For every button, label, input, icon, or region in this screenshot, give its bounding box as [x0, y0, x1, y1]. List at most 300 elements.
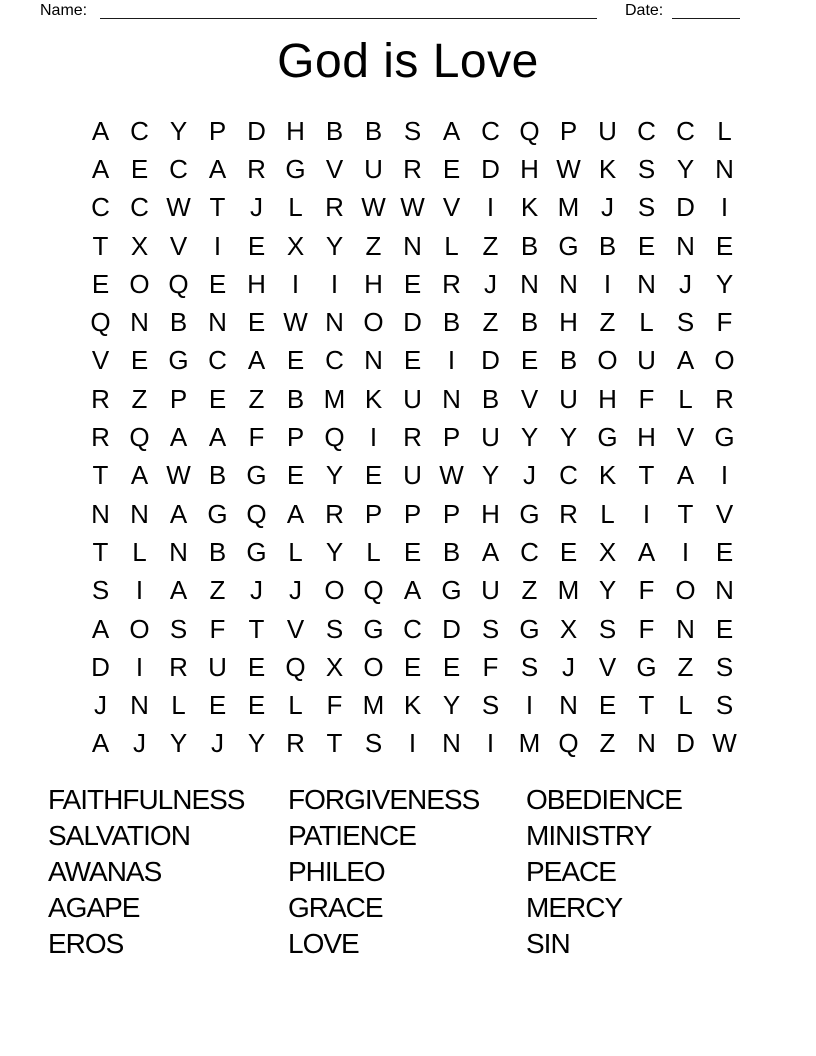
grid-letter-r1-c4: P	[208, 115, 227, 146]
grid-letter-r8-c8: K	[364, 383, 383, 414]
grid-letter-r6-c16: S	[676, 307, 695, 338]
grid-letter-r4-c14: B	[598, 230, 617, 261]
grid-letter-r3-c8: W	[361, 192, 386, 223]
grid-letter-r16-c9: K	[403, 690, 422, 721]
grid-letter-r14-c14: S	[598, 613, 617, 644]
grid-letter-r14-c8: G	[363, 613, 384, 644]
grid-letter-r8-c7: M	[323, 383, 346, 414]
grid-letter-r6-c9: D	[403, 307, 422, 338]
grid-letter-r12-c10: B	[442, 536, 461, 567]
grid-letter-r1-c1: A	[91, 115, 110, 146]
grid-letter-r16-c10: Y	[442, 690, 461, 721]
grid-letter-r13-c4: Z	[209, 575, 226, 606]
grid-letter-r2-c10: E	[442, 153, 461, 184]
grid-letter-r6-c7: N	[325, 307, 344, 338]
grid-letter-r7-c3: G	[168, 345, 189, 376]
grid-letter-r4-c12: B	[520, 230, 539, 261]
grid-letter-r12-c1: T	[92, 536, 109, 567]
grid-letter-r17-c14: Z	[599, 728, 616, 759]
grid-letter-r14-c16: N	[676, 613, 695, 644]
grid-letter-r14-c1: A	[91, 613, 110, 644]
grid-letter-r1-c2: C	[130, 115, 149, 146]
grid-letter-r12-c7: Y	[325, 536, 344, 567]
grid-letter-r12-c9: E	[403, 536, 422, 567]
word-list-item: GRACE	[288, 892, 383, 923]
grid-letter-r7-c1: V	[91, 345, 110, 376]
grid-letter-r10-c4: B	[208, 460, 227, 491]
word-list-item: SALVATION	[48, 820, 190, 851]
grid-letter-r6-c3: B	[169, 307, 188, 338]
grid-letter-r3-c5: J	[250, 192, 263, 223]
word-list-item: FAITHFULNESS	[48, 784, 245, 815]
grid-letter-r8-c10: N	[442, 383, 461, 414]
grid-letter-r15-c1: D	[91, 651, 110, 682]
grid-letter-r16-c13: N	[559, 690, 578, 721]
grid-letter-r7-c4: C	[208, 345, 227, 376]
grid-letter-r9-c8: I	[369, 422, 378, 453]
grid-letter-r13-c17: N	[715, 575, 734, 606]
grid-letter-r6-c10: B	[442, 307, 461, 338]
grid-letter-r11-c7: R	[325, 498, 344, 529]
grid-letter-r16-c14: E	[598, 690, 617, 721]
grid-letter-r10-c17: I	[720, 460, 729, 491]
grid-letter-r14-c2: O	[129, 613, 150, 644]
grid-letter-r6-c4: N	[208, 307, 227, 338]
word-list-item: FORGIVENESS	[288, 784, 480, 815]
grid-letter-r5-c16: J	[679, 268, 692, 299]
grid-letter-r6-c2: N	[130, 307, 149, 338]
grid-letter-r5-c12: N	[520, 268, 539, 299]
grid-letter-r9-c4: A	[208, 422, 227, 453]
grid-letter-r12-c8: L	[366, 536, 381, 567]
grid-letter-r12-c14: X	[598, 536, 617, 567]
grid-letter-r3-c12: K	[520, 192, 539, 223]
grid-letter-r9-c9: R	[403, 422, 422, 453]
grid-letter-r15-c12: S	[520, 651, 539, 682]
grid-letter-r8-c17: R	[715, 383, 734, 414]
grid-letter-r2-c12: H	[520, 153, 539, 184]
grid-letter-r15-c7: X	[325, 651, 344, 682]
grid-letter-r2-c9: R	[403, 153, 422, 184]
grid-letter-r17-c2: J	[133, 728, 146, 759]
grid-letter-r5-c5: H	[247, 268, 266, 299]
grid-letter-r17-c6: R	[286, 728, 305, 759]
grid-letter-r6-c13: H	[559, 307, 578, 338]
word-list-item: AWANAS	[48, 856, 162, 887]
grid-letter-r6-c11: Z	[482, 307, 499, 338]
grid-letter-r2-c15: S	[637, 153, 656, 184]
grid-letter-r16-c3: L	[171, 690, 186, 721]
grid-letter-r14-c3: S	[169, 613, 188, 644]
grid-letter-r11-c9: P	[403, 498, 422, 529]
grid-letter-r7-c7: C	[325, 345, 344, 376]
grid-letter-r14-c7: S	[325, 613, 344, 644]
grid-letter-r15-c9: E	[403, 651, 422, 682]
grid-letter-r4-c6: X	[286, 230, 305, 261]
grid-letter-r16-c2: N	[130, 690, 149, 721]
grid-letter-r17-c17: W	[712, 728, 737, 759]
grid-letter-r5-c17: Y	[715, 268, 734, 299]
grid-letter-r8-c12: V	[520, 383, 539, 414]
grid-letter-r2-c8: U	[364, 153, 383, 184]
grid-letter-r2-c5: R	[247, 153, 266, 184]
grid-letter-r12-c13: E	[559, 536, 578, 567]
grid-letter-r7-c9: E	[403, 345, 422, 376]
grid-letter-r12-c4: B	[208, 536, 227, 567]
grid-letter-r6-c6: W	[283, 307, 308, 338]
grid-letter-r17-c4: J	[211, 728, 224, 759]
grid-letter-r11-c5: Q	[246, 498, 267, 529]
grid-letter-r17-c5: Y	[247, 728, 266, 759]
grid-letter-r12-c12: C	[520, 536, 539, 567]
grid-letter-r9-c16: V	[676, 422, 695, 453]
grid-letter-r1-c12: Q	[519, 115, 540, 146]
grid-letter-r17-c12: M	[518, 728, 541, 759]
grid-letter-r14-c15: F	[638, 613, 655, 644]
grid-letter-r16-c7: F	[326, 690, 343, 721]
grid-letter-r9-c11: U	[481, 422, 500, 453]
grid-letter-r7-c2: E	[130, 345, 149, 376]
grid-letter-r4-c15: E	[637, 230, 656, 261]
grid-letter-r4-c1: T	[92, 230, 109, 261]
grid-letter-r11-c11: H	[481, 498, 500, 529]
grid-letter-r9-c5: F	[248, 422, 265, 453]
grid-letter-r7-c11: D	[481, 345, 500, 376]
grid-letter-r12-c17: E	[715, 536, 734, 567]
grid-letter-r14-c6: V	[286, 613, 305, 644]
grid-letter-r11-c4: G	[207, 498, 228, 529]
grid-letter-r8-c3: P	[169, 383, 188, 414]
grid-letter-r15-c10: E	[442, 651, 461, 682]
word-list-item: MINISTRY	[526, 820, 652, 851]
grid-letter-r11-c17: V	[715, 498, 734, 529]
grid-letter-r4-c7: Y	[325, 230, 344, 261]
grid-letter-r8-c15: F	[638, 383, 655, 414]
word-list-column-2	[288, 782, 479, 962]
grid-letter-r2-c16: Y	[676, 153, 695, 184]
grid-letter-r4-c4: I	[213, 230, 222, 261]
grid-letter-r6-c14: Z	[599, 307, 616, 338]
grid-letter-r10-c14: K	[598, 460, 617, 491]
grid-letter-r13-c3: A	[169, 575, 188, 606]
word-list-item: EROS	[48, 928, 124, 959]
grid-letter-r3-c4: T	[209, 192, 226, 223]
grid-letter-r5-c2: O	[129, 268, 150, 299]
grid-letter-r11-c8: P	[364, 498, 383, 529]
grid-letter-r9-c7: Q	[324, 422, 345, 453]
word-list-column-3	[526, 782, 682, 962]
grid-letter-r15-c11: F	[482, 651, 499, 682]
grid-letter-r12-c6: L	[288, 536, 303, 567]
grid-letter-r5-c13: N	[559, 268, 578, 299]
grid-letter-r10-c5: G	[246, 460, 267, 491]
grid-letter-r10-c8: E	[364, 460, 383, 491]
grid-letter-r9-c15: H	[637, 422, 656, 453]
word-list-item: AGAPE	[48, 892, 140, 923]
grid-letter-r14-c17: E	[715, 613, 734, 644]
word-list-item: OBEDIENCE	[526, 784, 682, 815]
grid-letter-r11-c10: P	[442, 498, 461, 529]
grid-letter-r11-c13: R	[559, 498, 578, 529]
grid-letter-r4-c3: V	[169, 230, 188, 261]
grid-letter-r12-c5: G	[246, 536, 267, 567]
grid-letter-r10-c7: Y	[325, 460, 344, 491]
word-list-column-1	[48, 782, 244, 962]
grid-letter-r1-c7: B	[325, 115, 344, 146]
grid-letter-r15-c17: S	[715, 651, 734, 682]
grid-letter-r10-c9: U	[403, 460, 422, 491]
grid-letter-r16-c6: L	[288, 690, 303, 721]
grid-letter-r9-c3: A	[169, 422, 188, 453]
grid-letter-r10-c16: A	[676, 460, 695, 491]
grid-letter-r13-c9: A	[403, 575, 422, 606]
grid-letter-r3-c15: S	[637, 192, 656, 223]
grid-letter-r14-c5: T	[248, 613, 265, 644]
grid-letter-r5-c7: I	[330, 268, 339, 299]
grid-letter-r13-c10: G	[441, 575, 462, 606]
word-list-item: PATIENCE	[288, 820, 416, 851]
grid-letter-r5-c3: Q	[168, 268, 189, 299]
grid-letter-r3-c13: M	[557, 192, 580, 223]
grid-letter-r16-c15: T	[638, 690, 655, 721]
grid-letter-r5-c9: E	[403, 268, 422, 299]
grid-letter-r7-c15: U	[637, 345, 656, 376]
grid-letter-r5-c4: E	[208, 268, 227, 299]
grid-letter-r11-c3: A	[169, 498, 188, 529]
grid-letter-r13-c8: Q	[363, 575, 384, 606]
grid-letter-r17-c9: I	[408, 728, 417, 759]
grid-letter-r16-c8: M	[362, 690, 385, 721]
grid-letter-r1-c9: S	[403, 115, 422, 146]
grid-letter-r3-c14: J	[601, 192, 614, 223]
grid-letter-r11-c16: T	[677, 498, 694, 529]
grid-letter-r7-c5: A	[247, 345, 266, 376]
grid-letter-r6-c1: Q	[90, 307, 111, 338]
grid-letter-r5-c6: I	[291, 268, 300, 299]
grid-letter-r9-c13: Y	[559, 422, 578, 453]
grid-letter-r11-c15: I	[642, 498, 651, 529]
grid-letter-r17-c15: N	[637, 728, 656, 759]
grid-letter-r7-c8: N	[364, 345, 383, 376]
grid-letter-r6-c12: B	[520, 307, 539, 338]
grid-letter-r15-c8: O	[363, 651, 384, 682]
grid-letter-r7-c16: A	[676, 345, 695, 376]
grid-letter-r3-c11: I	[486, 192, 495, 223]
grid-letter-r12-c2: L	[132, 536, 147, 567]
grid-letter-r13-c1: S	[91, 575, 110, 606]
word-list-item: SIN	[526, 928, 570, 959]
grid-letter-r4-c17: E	[715, 230, 734, 261]
grid-letter-r4-c11: Z	[482, 230, 499, 261]
grid-letter-r3-c7: R	[325, 192, 344, 223]
grid-letter-r2-c4: A	[208, 153, 227, 184]
grid-letter-r15-c5: E	[247, 651, 266, 682]
grid-letter-r11-c6: A	[286, 498, 305, 529]
grid-letter-r8-c5: Z	[248, 383, 265, 414]
grid-letter-r13-c11: U	[481, 575, 500, 606]
grid-letter-r8-c13: U	[559, 383, 578, 414]
grid-letter-r3-c6: L	[288, 192, 303, 223]
grid-letter-r12-c3: N	[169, 536, 188, 567]
grid-letter-r11-c14: L	[600, 498, 615, 529]
grid-letter-r13-c12: Z	[521, 575, 538, 606]
grid-letter-r9-c1: R	[91, 422, 110, 453]
grid-letter-r12-c16: I	[681, 536, 690, 567]
grid-letter-r15-c4: U	[208, 651, 227, 682]
grid-letter-r15-c14: V	[598, 651, 617, 682]
grid-letter-r10-c6: E	[286, 460, 305, 491]
grid-letter-r12-c15: A	[637, 536, 656, 567]
grid-letter-r1-c14: U	[598, 115, 617, 146]
grid-letter-r13-c13: M	[557, 575, 580, 606]
grid-letter-r13-c7: O	[324, 575, 345, 606]
grid-letter-r12-c11: A	[481, 536, 500, 567]
grid-letter-r14-c13: X	[559, 613, 578, 644]
grid-letter-r9-c12: Y	[520, 422, 539, 453]
grid-letter-r7-c10: I	[447, 345, 456, 376]
grid-letter-r1-c11: C	[481, 115, 500, 146]
grid-letter-r17-c16: D	[676, 728, 695, 759]
grid-letter-r4-c9: N	[403, 230, 422, 261]
grid-letter-r2-c6: G	[285, 153, 306, 184]
grid-letter-r3-c9: W	[400, 192, 425, 223]
grid-letter-r9-c2: Q	[129, 422, 150, 453]
grid-letter-r15-c2: I	[135, 651, 144, 682]
grid-letter-r13-c16: O	[675, 575, 696, 606]
grid-letter-r2-c11: D	[481, 153, 500, 184]
grid-letter-r6-c5: E	[247, 307, 266, 338]
grid-letter-r3-c17: I	[720, 192, 729, 223]
grid-letter-r14-c10: D	[442, 613, 461, 644]
word-list-item: PEACE	[526, 856, 616, 887]
grid-letter-r7-c17: O	[714, 345, 735, 376]
word-list-item: PHILEO	[288, 856, 385, 887]
grid-letter-r16-c17: S	[715, 690, 734, 721]
grid-letter-r15-c15: G	[636, 651, 657, 682]
grid-letter-r5-c8: H	[364, 268, 383, 299]
date-label: Date:	[625, 2, 664, 19]
grid-letter-r4-c2: X	[130, 230, 149, 261]
grid-letter-r5-c1: E	[91, 268, 110, 299]
grid-letter-r2-c2: E	[130, 153, 149, 184]
grid-letter-r5-c15: N	[637, 268, 656, 299]
grid-letter-r4-c10: L	[444, 230, 459, 261]
grid-letter-r16-c5: E	[247, 690, 266, 721]
grid-letter-r3-c2: C	[130, 192, 149, 223]
grid-letter-r10-c2: A	[130, 460, 149, 491]
grid-letter-r9-c10: P	[442, 422, 461, 453]
grid-letter-r16-c11: S	[481, 690, 500, 721]
grid-letter-r15-c3: R	[169, 651, 188, 682]
grid-letter-r5-c14: I	[603, 268, 612, 299]
grid-letter-r15-c6: Q	[285, 651, 306, 682]
grid-letter-r1-c10: A	[442, 115, 461, 146]
grid-letter-r16-c12: I	[525, 690, 534, 721]
grid-letter-r2-c3: C	[169, 153, 188, 184]
grid-letter-r17-c13: Q	[558, 728, 579, 759]
grid-letter-r16-c1: J	[94, 690, 107, 721]
grid-letter-r14-c12: G	[519, 613, 540, 644]
grid-letter-r3-c3: W	[166, 192, 191, 223]
grid-letter-r4-c8: Z	[365, 230, 382, 261]
grid-letter-r8-c16: L	[678, 383, 693, 414]
grid-letter-r10-c10: W	[439, 460, 464, 491]
grid-letter-r7-c6: E	[286, 345, 305, 376]
grid-letter-r8-c4: E	[208, 383, 227, 414]
grid-letter-r8-c6: B	[286, 383, 305, 414]
grid-letter-r9-c14: G	[597, 422, 618, 453]
grid-letter-r2-c13: W	[556, 153, 581, 184]
word-list-item: MERCY	[526, 892, 623, 923]
grid-letter-r1-c5: D	[247, 115, 266, 146]
grid-letter-r14-c9: C	[403, 613, 422, 644]
grid-letter-r17-c8: S	[364, 728, 383, 759]
grid-letter-r5-c10: R	[442, 268, 461, 299]
grid-letter-r17-c3: Y	[169, 728, 188, 759]
grid-letter-r1-c16: C	[676, 115, 695, 146]
grid-letter-r11-c1: N	[91, 498, 110, 529]
grid-letter-r14-c11: S	[481, 613, 500, 644]
grid-letter-r10-c3: W	[166, 460, 191, 491]
grid-letter-r14-c4: F	[209, 613, 226, 644]
grid-letter-r2-c17: N	[715, 153, 734, 184]
grid-letter-r16-c4: E	[208, 690, 227, 721]
grid-letter-r6-c15: L	[639, 307, 654, 338]
grid-letter-r8-c1: R	[91, 383, 110, 414]
name-blank-line[interactable]	[100, 1, 597, 19]
grid-letter-r13-c14: Y	[598, 575, 617, 606]
grid-letter-r6-c8: O	[363, 307, 384, 338]
grid-letter-r15-c13: J	[562, 651, 575, 682]
grid-letter-r11-c12: G	[519, 498, 540, 529]
grid-letter-r1-c6: H	[286, 115, 305, 146]
grid-letter-r10-c11: Y	[481, 460, 500, 491]
grid-letter-r1-c3: Y	[169, 115, 188, 146]
grid-letter-r6-c17: F	[716, 307, 733, 338]
puzzle-title: God is Love	[277, 35, 539, 88]
grid-letter-r13-c6: J	[289, 575, 302, 606]
grid-letter-r10-c13: C	[559, 460, 578, 491]
grid-letter-r8-c14: H	[598, 383, 617, 414]
grid-letter-r8-c11: B	[481, 383, 500, 414]
grid-letter-r1-c8: B	[364, 115, 383, 146]
grid-letter-r8-c9: U	[403, 383, 422, 414]
grid-letter-r3-c10: V	[442, 192, 461, 223]
grid-letter-r4-c16: N	[676, 230, 695, 261]
grid-letter-r7-c14: O	[597, 345, 618, 376]
grid-letter-r10-c15: T	[638, 460, 655, 491]
grid-letter-r11-c2: N	[130, 498, 149, 529]
grid-letter-r13-c2: I	[135, 575, 144, 606]
grid-letter-r1-c17: L	[717, 115, 732, 146]
grid-letter-r17-c11: I	[486, 728, 495, 759]
grid-letter-r7-c12: E	[520, 345, 539, 376]
date-blank-line[interactable]	[672, 1, 740, 19]
name-label: Name:	[40, 2, 88, 19]
letter-grid	[81, 112, 744, 763]
grid-letter-r13-c5: J	[250, 575, 263, 606]
grid-letter-r1-c13: P	[559, 115, 578, 146]
grid-letter-r2-c1: A	[91, 153, 110, 184]
grid-letter-r7-c13: B	[559, 345, 578, 376]
grid-letter-r5-c11: J	[484, 268, 497, 299]
grid-letter-r10-c12: J	[523, 460, 536, 491]
grid-letter-r17-c7: T	[326, 728, 343, 759]
grid-letter-r4-c5: E	[247, 230, 266, 261]
grid-letter-r8-c2: Z	[131, 383, 148, 414]
grid-letter-r17-c1: A	[91, 728, 110, 759]
grid-letter-r13-c15: F	[638, 575, 655, 606]
